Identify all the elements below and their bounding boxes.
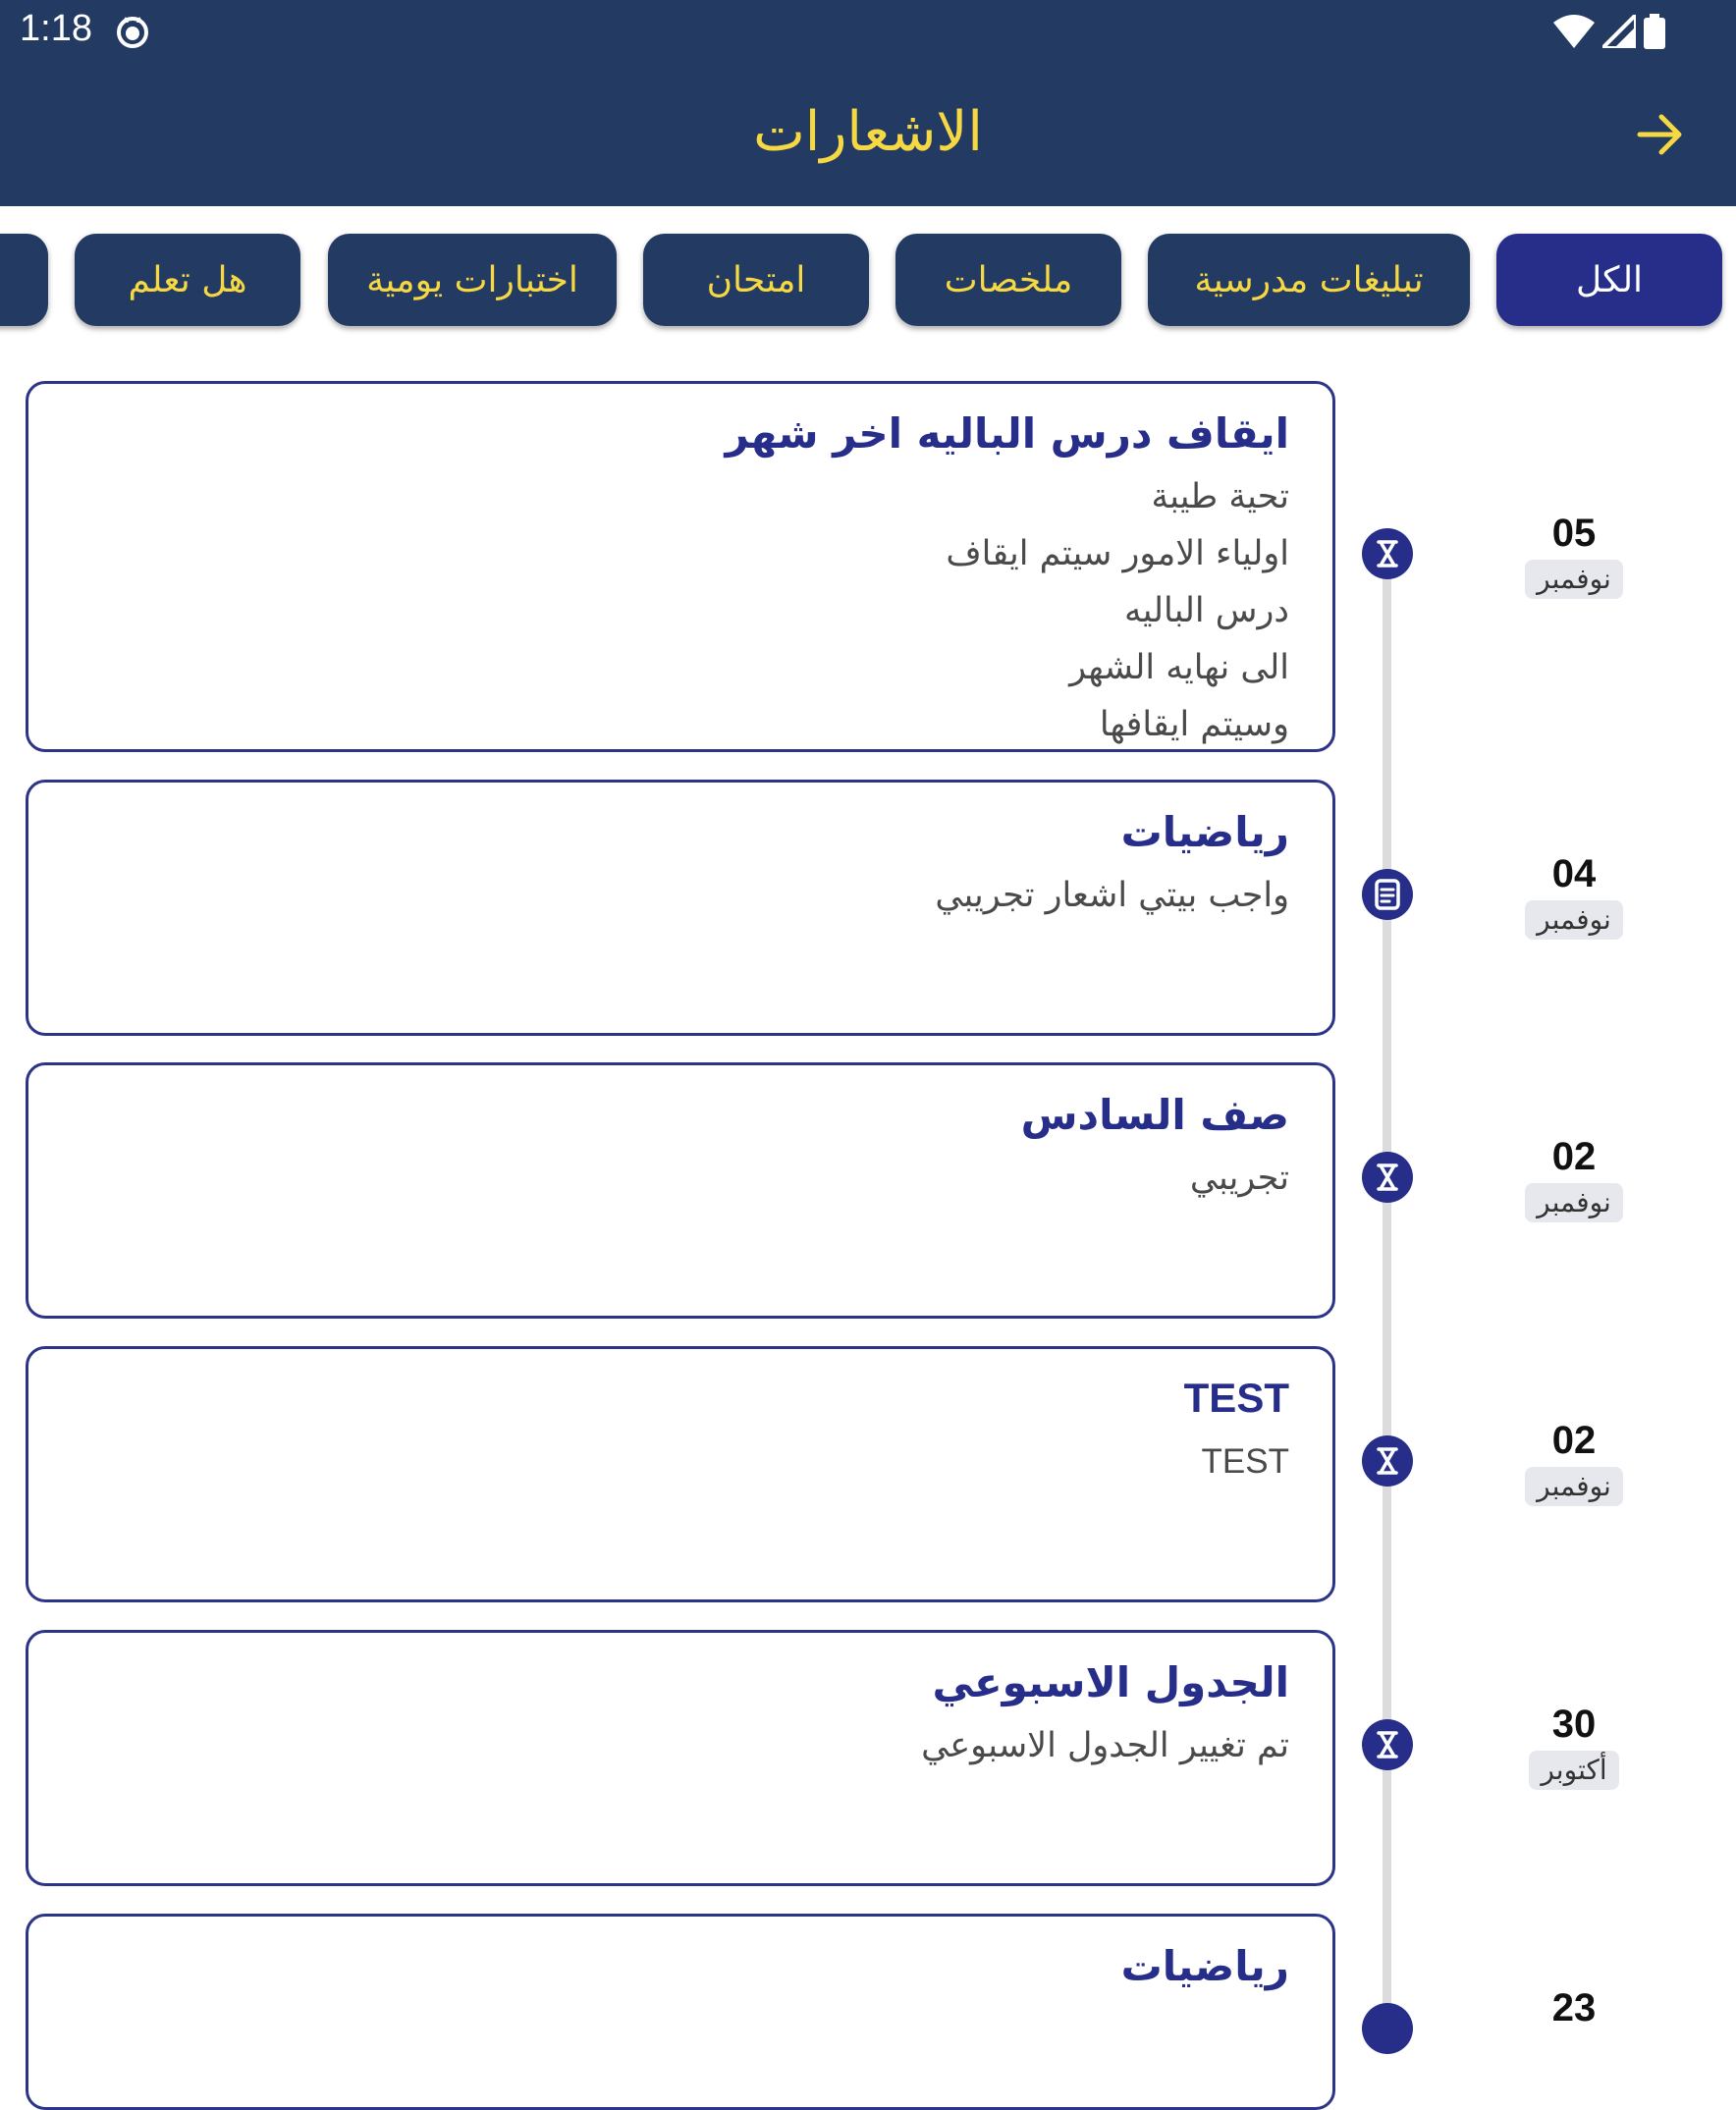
tab-daily-quizzes[interactable]: اختبارات يومية: [328, 234, 617, 326]
tab-school-announcements[interactable]: تبليغات مدرسية: [1148, 234, 1470, 326]
notification-title: الجدول الاسبوعي: [932, 1658, 1289, 1706]
notification-date: [1517, 1702, 1631, 1790]
notification-date: [1517, 1418, 1631, 1506]
status-bar: [0, 0, 1736, 63]
tab-summaries[interactable]: ملخصات: [895, 234, 1121, 326]
notification-body: واجب بيتي اشعار تجريبي: [935, 876, 1289, 915]
notification-body: تجريبي: [1189, 1159, 1289, 1198]
notification-date: [1517, 511, 1631, 599]
hourglass-icon: [1362, 528, 1413, 579]
timeline-line: [1383, 530, 1391, 2012]
tab-more[interactable]: [0, 234, 48, 326]
notification-date: [1517, 851, 1631, 940]
notification-card[interactable]: [26, 381, 1335, 752]
notification-card[interactable]: [26, 780, 1335, 1036]
hourglass-icon: [1362, 2003, 1413, 2054]
notification-date: [1517, 1134, 1631, 1222]
status-time: 1:18: [20, 8, 92, 49]
notification-title: صف السادس: [1020, 1091, 1289, 1139]
notification-body: TEST: [1201, 1442, 1289, 1481]
notification-title: ايقاف درس الباليه اخر شهر: [725, 409, 1289, 458]
document-icon: [1362, 869, 1413, 920]
battery-icon: [1644, 14, 1665, 53]
date-month: أكتوبر: [1529, 1751, 1618, 1790]
date-month: نوفمبر: [1525, 1467, 1623, 1506]
notification-body: تحية طيبة اولياء الامور سيتم ايقاف درس الباليه الى نهايه الشهر وسيتم ايقافها: [946, 477, 1289, 744]
hourglass-icon: [1362, 1435, 1413, 1487]
notification-card[interactable]: [26, 1630, 1335, 1886]
date-day: 04: [1551, 852, 1597, 895]
page-title: الاشعارات: [753, 100, 983, 164]
date-month: نوفمبر: [1525, 560, 1623, 599]
date-day: 02: [1551, 1419, 1597, 1462]
hourglass-icon: [1362, 1719, 1413, 1770]
hourglass-icon: [1362, 1152, 1413, 1203]
notification-title: TEST: [1183, 1375, 1289, 1421]
date-month: نوفمبر: [1525, 900, 1623, 940]
date-month: نوفمبر: [1525, 1183, 1623, 1222]
notification-title: رياضيات: [1120, 1942, 1289, 1990]
back-arrow-icon[interactable]: [1634, 108, 1687, 161]
category-tabs: [0, 234, 1736, 328]
date-day: 05: [1551, 512, 1597, 555]
tab-did-you-know[interactable]: هل تعلم: [75, 234, 300, 326]
notification-date: [1517, 1985, 1631, 2030]
notification-card[interactable]: [26, 1346, 1335, 1602]
notification-card[interactable]: [26, 1914, 1335, 2110]
tab-exam[interactable]: امتحان: [643, 234, 869, 326]
notification-card[interactable]: [26, 1062, 1335, 1319]
tab-all[interactable]: الكل: [1496, 234, 1722, 326]
cat-app-icon: [115, 14, 150, 53]
date-day: 23: [1551, 1986, 1597, 2029]
date-day: 30: [1551, 1703, 1597, 1746]
signal-icon: [1602, 15, 1636, 52]
wifi-icon: [1553, 15, 1595, 52]
date-day: 02: [1551, 1135, 1597, 1178]
notification-body: تم تغيير الجدول الاسبوعي: [921, 1726, 1289, 1765]
app-bar: [0, 63, 1736, 206]
notification-title: رياضيات: [1120, 808, 1289, 856]
